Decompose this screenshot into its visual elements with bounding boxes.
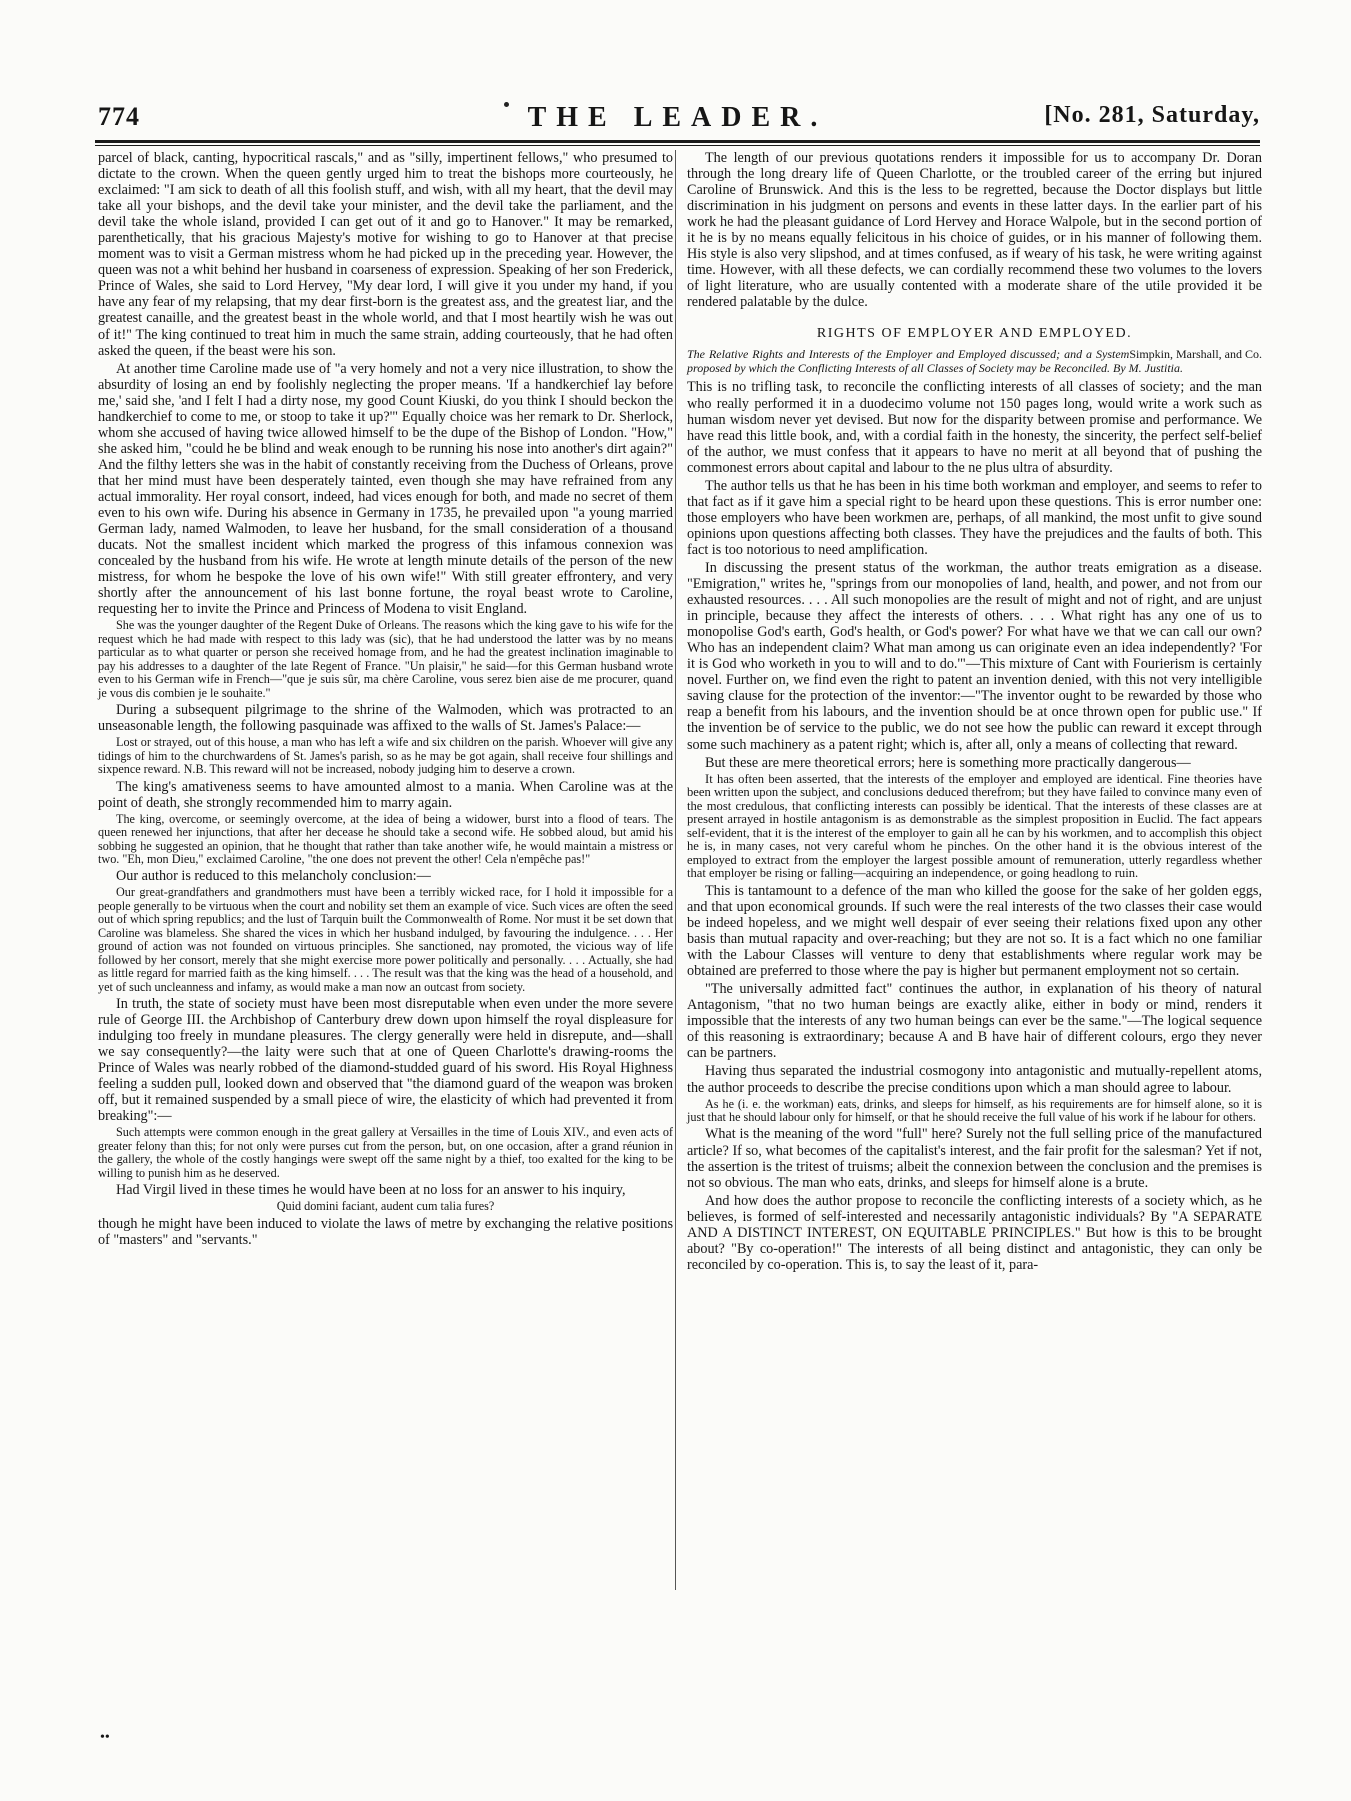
header-rule-thin xyxy=(95,145,1260,146)
left-column-paragraph: The king, overcome, or seemingly overcome, at the idea of being a widower, burst into a flood of tears. The queen renewed her injunctions, that after her decease he should take a second wife. He sobbed aloud, but amid his sobbing he suggested an opinion, that he thought that rather than take another wife, he would maintain a mistress or two. "Eh, mon Dieu," exclaimed Caroline, "the one does not prevent the other! Cela n'empêche pas!" xyxy=(98,811,673,866)
right-column-paragraph: In discussing the present status of the workman, the author treats emigration as a disease. "Emigration," writes he, "springs from our monopolies of land, health, and power, and not from our exhausted resources. . . . All such monopolies are the result of might and not of right, and are unjust in principle, because they affect the interests of others. . . . What right has any one of us to monopolise God's earth, God's health, or God's power? For what have we that we can call our own? Who has an independent claim? What man among us can originate even an idea independently? 'For it is God who worketh in you to will and to do.'"—This mixture of Cant with Fourierism is certainly novel. Further on, we find even the right to patent an invention denied, with this not very intelligible saving clause for the protection of the inventor:—"The inventor ought to be rewarded by those who reap a benefit from his labours, and the invention should be at once thrown open for public use." If the invention be of service to the public, we do not see how the public can reward it except through some such machinery as a patent right; which is, after all, only a means of collecting that reward. xyxy=(687,559,1262,753)
column-divider xyxy=(675,150,676,1590)
article-subtitle xyxy=(687,348,1262,375)
left-column-paragraph: Lost or strayed, out of this house, a man who has left a wife and six children on the parish. Whoever will give any tidings of him to the churchwardens of St. James's parish, so as he may be got again, shall receive four shillings and sixpence reward. N.B. This reward will not be increased, nobody judging him to deserve a crown. xyxy=(98,735,673,777)
right-column-paragraph: Having thus separated the industrial cosmogony into antagonistic and mutually-repellent atoms, the author proceeds to describe the precise conditions upon which a man should agree to labour. xyxy=(687,1063,1262,1096)
left-column-paragraph: Quid domini faciant, audent cum talia fures? xyxy=(276,1199,495,1214)
article-book-title: The Relative Rights and Interests of the Employer and Employed discussed; and a System proposed by which the Conflicting Interests of all Classes of Society may be Reconciled. By M. Justitia. xyxy=(687,347,1184,375)
issue-info: [No. 281, Saturday, xyxy=(1044,102,1260,128)
review-conclusion xyxy=(687,150,1262,310)
header-rule xyxy=(95,140,1260,143)
left-column-paragraph: In truth, the state of society must have been most disreputable when even under the more severe rule of George III. the Archbishop of Canterbury drew down upon himself the royal displeasure for indulging too freely in mundane pleasures. The clergy generally were held in disrepute, and—shall we say consequently?—the laity were such that at one of Queen Charlotte's drawing-rooms the Prince of Wales was nearly robbed of the diamond-studded guard of his sword. His Royal Highness feeling a sudden pull, looked down and observed that "the diamond guard of the weapon was broken off, but it remained suspended by a small piece of wire, the elasticity of which had prevented it from breaking":— xyxy=(98,996,673,1125)
left-column-paragraph: Our author is reduced to this melancholy conclusion:— xyxy=(116,868,431,885)
masthead xyxy=(95,100,1260,136)
left-column xyxy=(98,150,673,1250)
article-heading: RIGHTS OF EMPLOYER AND EMPLOYED. xyxy=(816,326,1133,342)
right-column-intro-paragraph: The length of our previous quotations renders it impossible for us to accompany Dr. Doran through the long dreary life of Queen Charlotte, or the troubled career of the erring but injured Caroline of Brunswick. And this is the less to be regretted, because the Doctor displays but little discrimination in his judgment on persons and events in these latter days. In the earlier part of his work he had the pleasant guidance of Lord Hervey and Horace Walpole, but in the second portion of it he is by no means equally felicitous in his choice of guides, or in his manner of following them. His style is also very slipshod, and at times confused, as if weary of his task, he were writing against time. However, with all these defects, we can cordially recommend these two volumes to the lovers of light literature, who are usually contented with a moderate share of the utile provided it be rendered palatable by the dulce. xyxy=(687,150,1262,311)
right-column-paragraph: And how does the author propose to reconcile the conflicting interests of a society which, as he believes, is formed of self-interested and necessarily antagonistic individuals? By "A SEPARATE AND A DISTINCT INTEREST, ON EQUITABLE PRINCIPLES." But how is this to be brought about? "By co-operation!" The interests of all being distinct and antagonistic, they can only be reconciled by co-operation. This is, to say the least of it, para- xyxy=(687,1192,1262,1273)
right-column-paragraph: As he (i. e. the workman) eats, drinks, and sleeps for himself, as his requirements are for himself alone, so it is just that he should labour only for himself, or that he should receive the full value of his work if he labour for others. xyxy=(687,1096,1262,1125)
left-column-paragraph: She was the younger daughter of the Regent Duke of Orleans. The reasons which the king gave to his wife for the request which he had made with respect to this lady was (sic), that he had understood the latter was by no means particular as to what quarter or person she received homage from, and he had the greatest inclination imaginable to pay his addresses to a daughter of the late Regent of France. "Un plaisir," he said—for this German husband wrote even to his German wife in French—"que je suis sûr, ma chère Caroline, vous serez bien aise de me procurer, quand je vous dis combien je le souhaite." xyxy=(98,618,673,700)
right-column-paragraph: The author tells us that he has been in his time both workman and employer, and seems to refer to that fact as if it gave him a special right to be heard upon these questions. This is error number one: those employers who have been workmen are, perhaps, of all mankind, the most unfit to give sound opinions upon questions affecting both classes. They have the prejudices and the faults of both. This fact is too notorious to need amplification. xyxy=(687,477,1262,558)
right-column-paragraph: But these are mere theoretical errors; here is something more practically dangerous— xyxy=(705,754,1191,771)
left-column-paragraph: The king's amativeness seems to have amounted almost to a mania. When Caroline was at the point of death, she strongly recommended him to marry again. xyxy=(98,778,673,811)
right-column-paragraph: This is no trifling task, to reconcile the conflicting interests of all classes of society; and the man who really performed it in a duodecimo volume not 150 pages long, would write a work such as human wisdom never yet devised. But now for the disparity between promise and performance. We have read this little book, and, with a cordial faith in the honesty, the sincerity, the perfect self-belief of the author, we must confess that it appears to have no merit at all beyond that of pushing the commonest errors about capital and labour to the ne plus ultra of absurdity. xyxy=(687,379,1262,476)
left-column-paragraph: Had Virgil lived in these times he would have been at no loss for an answer to his inquiry, xyxy=(116,1182,626,1199)
right-column-paragraph: It has often been asserted, that the interests of the employer and employed are identical. Fine theories have been written upon the subject, and conclusions deduced therefrom; but they have failed to convince many even of the most credulous, that conflicting interests can possibly be identical. That the interests of these classes are at present arrayed in hostile antagonism is as demonstrable as the simplest proposition in Euclid. The fact appears self-evident, that it is the interest of the employer to gain all he can by his workmen, and to accomplish this object he is, in many cases, not very careful whom he pinches. On the other hand it is the obvious interest of the employed to extract from the employer the largest possible amount of remuneration, utterly regardless whether that employer be rising or falling—acquiring an independence, or going headlong to ruin. xyxy=(687,771,1262,881)
page-number: 774 xyxy=(98,102,140,131)
right-column-paragraph: "The universally admitted fact" continues the author, in explanation of his theory of natural Antagonism, "that no two human beings are exactly alike, either in body or mind, renders it impossible that the interests of any two human beings can ever be the same."—The logical sequence of this reasoning is extraordinary; because A and B have hair of different colours, ergo they never can be partners. xyxy=(687,981,1262,1062)
right-column xyxy=(687,150,1262,1275)
left-column-paragraph: At another time Caroline made use of "a very homely and not a very nice illustration, to show the absurdity of losing an end by foolishly neglecting the proper means. 'If a handkerchief lay before me,' said she, 'and I felt I had a dirty nose, my good Count Kiuski, do you think I should beckon the handkerchief to come to me, or stoop to take it up?'" Equally choice was her remark to Dr. Sherlock, whom she accused of having twice allowed himself to be the dupe of the Bishop of London. "How," she asked him, "could he be blind and weak enough to be running his nose into another's dirt again?" And the filthy letters she was in the habit of constantly receiving from the Duchess of Orleans, prove that her mind must have been desperately tainted, even though she may have refrained from any actual immorality. Her royal consort, indeed, had vices enough for both, and made no secret of them even to his own wife. During his absence in Germany in 1735, he prevailed upon "a young married German lady, named Walmoden, to leave her husband, for the small consideration of a thousand ducats. Not the smallest incident which marked the progress of this infamous connexion was concealed by the husband from his wife. He wrote at length minute details of the person of the new mistress, for whom he bespoke the love of his own wife!" With still greater effrontery, and very shortly after the announcement of his last bonne fortune, the royal beast wrote to Caroline, requesting her to invite the Prince and Princess of Modena to visit England. xyxy=(98,360,673,618)
right-column-paragraph: What is the meaning of the word "full" here? Surely not the full selling price of the manufactured article? If so, what becomes of the capitalist's interest, and the fair profit for the salesman? Yet if not, the assertion is the tritest of truisms; albeit the connexion between the conclusion and the premises is not so obvious. The man who eats, drinks, and sleeps for himself alone is a brute. xyxy=(687,1126,1262,1191)
left-column-paragraph: parcel of black, canting, hypocritical rascals," and as "silly, impertinent fellows," who presumed to dictate to the crown. When the queen gently urged him to treat the bishops more courteously, he exclaimed: "I am sick to death of all this foolish stuff, and wish, with all my heart, that the devil may take all your bishops, and the devil take your minister, and the devil take the parliament, and the devil take the whole island, provided I can get out of it and go to Hanover." It may be remarked, parenthetically, that his gracious Majesty's motive for wishing to go to Hanover at that precise moment was to visit a German mistress whom he had picked up in the preceding year. However, the queen was not a whit behind her husband in coarseness of expression. Speaking of her son Frederick, Prince of Wales, she said to Lord Hervey, "My dear lord, I will give it you under my hand, if you have any fear of my relapsing, that my dear first-born is the greatest ass, and the greatest liar, and the greatest canaille, and the greatest beast in the whole world, and that I most heartily wish he was out of it!" The king continued to treat him in much the same strain, adding courteously, that he had often asked the queen, if the beast were his son. xyxy=(98,150,673,359)
right-column-paragraph: This is tantamount to a defence of the man who killed the goose for the sake of her golden eggs, and that upon economical grounds. If such were the real interests of the two classes their case would be indeed hopeless, and we might well despair of ever seeing their relations fixed upon any other basis than mutual rapacity and over-reaching; but they are not so. It is a fact which no one familiar with the Labour Classes will venture to deny that establishments where regular work may be obtained are preferred to those where the pay is higher but permanent employment not so certain. xyxy=(687,882,1262,980)
left-column-paragraph: Our great-grandfathers and grandmothers must have been a terribly wicked race, for I hold it impossible for a people generally to be virtuous when the court and nobility set them an example of vice. Such vices are often the seed out of which spring republics; and the lust of Tarquin built the Commonwealth of Rome. Nor must it be set down that Caroline was blameless. She shared the vices in which her husband indulged, by favouring the indulgence. . . . Her ground of action was not founded on virtuous principles. She sanctioned, nay promoted, the vicious way of life followed by her consort, merely that she might exercise more power politically and personally. . . . Actually, she had as little regard for married faith as the king himself. . . . The result was that the king was the head of a household, and yet of such uncleanness and infamy, as would make a man now an outcast from society. xyxy=(98,885,673,994)
footer-mark: •• xyxy=(100,1730,110,1745)
left-column-paragraph: though he might have been induced to violate the laws of metre by exchanging the relative positions of "masters" and "servants." xyxy=(98,1215,673,1248)
left-column-paragraph: Such attempts were common enough in the great gallery at Versailles in the time of Louis XIV., and even acts of greater felony than this; for not only were purses cut from the person, but, on one occasion, after a grand réunion in the gallery, the whole of the costly hangings were swept off the same night by a thief, too exalted for the king to be willing to punish him as he deserved. xyxy=(98,1125,673,1180)
left-column-paragraph: During a subsequent pilgrimage to the shrine of the Walmoden, which was protracted to an unseasonable length, the following pasquinade was affixed to the walls of St. James's Palace:— xyxy=(98,702,673,735)
article-body xyxy=(687,379,1262,1272)
article-publisher: Simpkin, Marshall, and Co. xyxy=(1129,347,1262,362)
publication-title: THE LEADER. xyxy=(527,102,828,133)
